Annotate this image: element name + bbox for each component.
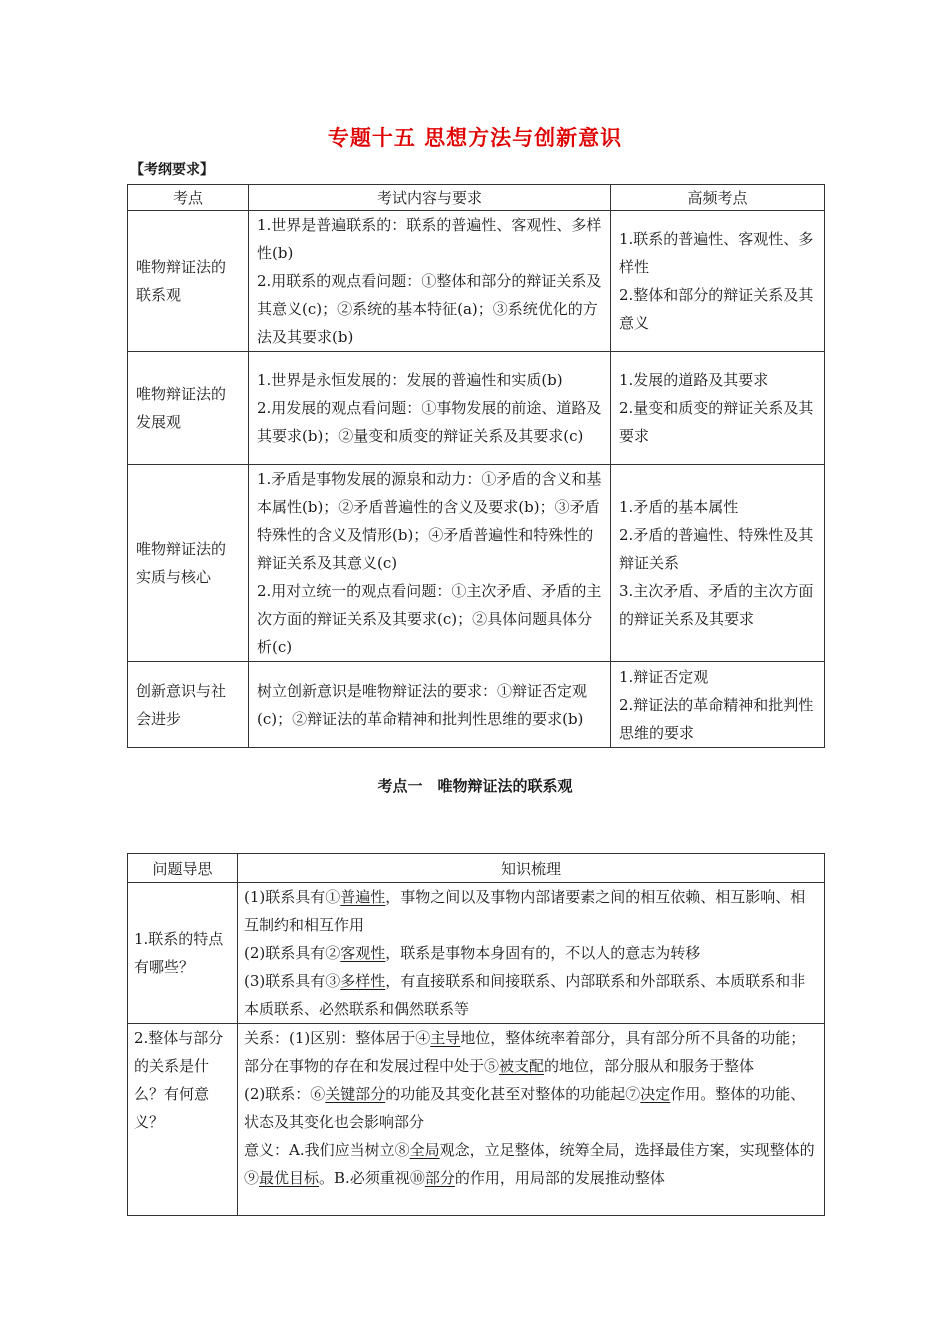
table-row	[128, 352, 825, 465]
column-header: 问题导思	[128, 854, 238, 883]
answer-blank: 全局	[409, 1141, 440, 1159]
table-row	[128, 211, 825, 352]
knowledge-cell	[238, 1024, 825, 1216]
page-title: 专题十五 思想方法与创新意识	[327, 126, 623, 150]
knowledge-line: 关系：(1)区别：整体居于④主导地位，整体统率着部分，具有部分所不具备的功能；部分在事物的存在和发展过程中处于⑤被支配的地位，部分服从和服务于整体	[244, 1029, 806, 1075]
answer-blank: 普遍性	[340, 888, 386, 906]
frequent-line: 1.发展的道路及其要求	[619, 371, 769, 389]
answer-blank: 决定	[640, 1085, 671, 1103]
requirements-label: 【考纲要求】	[130, 162, 214, 178]
content-cell	[249, 662, 611, 748]
column-header: 高频考点	[611, 185, 825, 211]
topic-cell	[128, 662, 249, 748]
frequent-line: 2.整体和部分的辩证关系及其意义	[619, 286, 814, 332]
topic-text: 唯物辩证法的实质与核心	[136, 540, 227, 586]
question-text: 1.联系的特点有哪些？	[134, 930, 224, 976]
topic-cell	[128, 465, 249, 662]
answer-blank: 最优目标	[259, 1169, 320, 1187]
table-header-row	[128, 854, 825, 883]
table-row	[128, 662, 825, 748]
content-line: 1.矛盾是事物发展的源泉和动力：①矛盾的含义和基本属性(b)；②矛盾普遍性的含义及要求(b)；③矛盾特殊性的含义及情形(b)；④矛盾普遍性和特殊性的辩证关系及其意义(c)	[257, 470, 602, 572]
knowledge-line: (2)联系具有②客观性，联系是事物本身固有的，不以人的意志为转移	[244, 944, 701, 962]
frequent-line: 1.联系的普遍性、客观性、多样性	[619, 230, 814, 276]
content-line: 1.世界是普遍联系的：联系的普遍性、客观性、多样性(b)	[257, 216, 602, 262]
question-cell	[128, 1024, 238, 1216]
column-header: 知识梳理	[238, 854, 825, 883]
frequent-cell	[611, 465, 825, 662]
table-row	[128, 465, 825, 662]
topic-cell	[128, 352, 249, 465]
knowledge-line: (2)联系：⑥关键部分的功能及其变化甚至对整体的功能起⑦决定作用。整体的功能、状态及其变化也会影响部分	[244, 1085, 806, 1131]
table-header-row	[128, 185, 825, 211]
frequent-line: 2.量变和质变的辩证关系及其要求	[619, 399, 814, 445]
answer-blank: 被支配	[499, 1057, 545, 1075]
content-cell	[249, 465, 611, 662]
answer-blank: 多样性	[340, 972, 386, 990]
table-row	[128, 883, 825, 1024]
content-cell	[249, 352, 611, 465]
knowledge-line: (3)联系具有③多样性，有直接联系和间接联系、内部联系和外部联系、本质联系和非本质联系、必然联系和偶然联系等	[244, 972, 806, 1018]
content-line: 1.世界是永恒发展的：发展的普遍性和实质(b)	[257, 371, 563, 389]
answer-blank: 关键部分	[325, 1085, 386, 1103]
question-cell	[128, 883, 238, 1024]
section-title: 考点一 唯物辩证法的联系观	[377, 777, 573, 795]
table-row	[128, 1024, 825, 1216]
content-line: 2.用联系的观点看问题：①整体和部分的辩证关系及其意义(c)；②系统的基本特征(a)；③系统优化的方法及其要求(b)	[257, 272, 602, 346]
frequent-cell	[611, 662, 825, 748]
topic-text: 唯物辩证法的联系观	[136, 258, 227, 304]
frequent-line: 3.主次矛盾、矛盾的主次方面的辩证关系及其要求	[619, 582, 814, 628]
column-header: 考试内容与要求	[249, 185, 611, 211]
content-line: 树立创新意识是唯物辩证法的要求：①辩证否定观(c)；②辩证法的革命精神和批判性思维的要求(b)	[257, 681, 588, 728]
topic-text: 唯物辩证法的发展观	[136, 385, 227, 431]
knowledge-line: 意义：A.我们应当树立⑧全局观念，立足整体，统筹全局，选择最佳方案，实现整体的⑨最优目标。B.必须重视⑩部分的作用，用局部的发展推动整体	[244, 1141, 815, 1187]
knowledge-table	[127, 853, 825, 1216]
syllabus-table	[127, 184, 825, 748]
content-line: 2.用发展的观点看问题：①事物发展的前途、道路及其要求(b)；②量变和质变的辩证关系及其要求(c)	[257, 399, 602, 445]
column-header: 考点	[128, 185, 249, 211]
content-cell	[249, 211, 611, 352]
answer-blank: 部分	[424, 1169, 455, 1187]
answer-blank: 客观性	[340, 944, 386, 962]
frequent-cell	[611, 352, 825, 465]
knowledge-cell	[238, 883, 825, 1024]
frequent-line: 2.辩证法的革命精神和批判性思维的要求	[619, 695, 814, 742]
frequent-line: 1.矛盾的基本属性	[619, 498, 739, 516]
topic-text: 创新意识与社会进步	[136, 681, 227, 728]
frequent-line: 1.辩证否定观	[619, 667, 709, 686]
frequent-cell	[611, 211, 825, 352]
topic-cell	[128, 211, 249, 352]
answer-blank: 主导	[430, 1029, 461, 1047]
content-line: 2.用对立统一的观点看问题：①主次矛盾、矛盾的主次方面的辩证关系及其要求(c)；②具体问题具体分析(c)	[257, 582, 602, 656]
question-text: 2.整体与部分的关系是什么？有何意义？	[134, 1029, 224, 1131]
knowledge-line: (1)联系具有①普遍性，事物之间以及事物内部诸要素之间的相互依赖、相互影响、相互制约和相互作用	[244, 888, 806, 934]
frequent-line: 2.矛盾的普遍性、特殊性及其辩证关系	[619, 526, 814, 572]
